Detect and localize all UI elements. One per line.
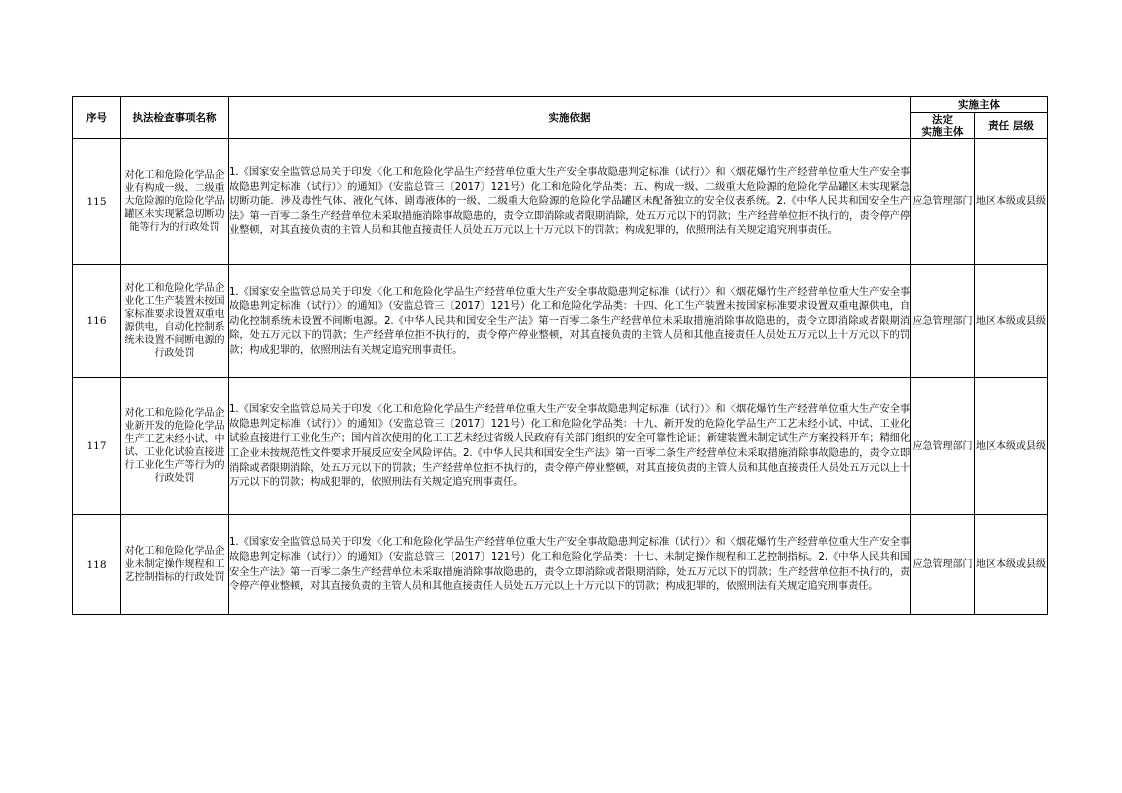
responsibility-level: 地区本级或县级	[975, 378, 1048, 515]
item-name: 对化工和危险化学品企业有构成一级、二级重大危险源的危险化学品罐区未实现紧急切断功能等行为的行政处罚	[121, 139, 229, 265]
header-responsibility-level: 责任 层级	[975, 113, 1048, 139]
implementation-basis: 1.《国家安全监管总局关于印发〈化工和危险化学品生产经营单位重大生产安全事故隐患判定标准（试行）〉和〈烟花爆竹生产经营单位重大生产安全事故隐患判定标准（试行）〉的通知》（安监总管三〔2017〕121号）化工和危险化学品类：十七、未制定操作规程和工艺控制指标。2.《中华人民共和国安全生产法》第一百零二条生产经营单位未采取措施消除事故隐患的，责令立即消除或者限期消除，处五万元以下的罚款；生产经营单位拒不执行的，责令停产停业整顿，对其直接负责的主管人员和其他直接责任人员处五万元以上十万元以下的罚款；构成犯罪的，依照刑法有关规定追究刑事责任。	[229, 515, 911, 615]
table-row	[73, 139, 1048, 265]
legal-subject: 应急管理部门	[911, 515, 975, 615]
table-row	[73, 265, 1048, 378]
header-no: 序号	[73, 97, 121, 139]
responsibility-level: 地区本级或县级	[975, 515, 1048, 615]
responsibility-level: 地区本级或县级	[975, 265, 1048, 378]
item-name: 对化工和危险化学品企业化工生产装置未按国家标准要求设置双重电源供电，自动化控制系统未设置不间断电源的行政处罚	[121, 265, 229, 378]
row-number: 115	[73, 139, 121, 265]
enforcement-table	[72, 96, 1048, 615]
item-name: 对化工和危险化学品企业新开发的危险化学品生产工艺未经小试、中试、工业化试验直接进行工业化生产等行为的行政处罚	[121, 378, 229, 515]
item-name: 对化工和危险化学品企业未制定操作规程和工艺控制指标的行政处罚	[121, 515, 229, 615]
header-subject-group: 实施主体	[911, 97, 1048, 113]
header-item-name: 执法检查事项名称	[121, 97, 229, 139]
table-row	[73, 515, 1048, 615]
legal-subject: 应急管理部门	[911, 265, 975, 378]
legal-subject: 应急管理部门	[911, 139, 975, 265]
legal-subject: 应急管理部门	[911, 378, 975, 515]
header-legal-subject: 法定 实施主体	[911, 113, 975, 139]
table-row	[73, 378, 1048, 515]
implementation-basis: 1.《国家安全监管总局关于印发〈化工和危险化学品生产经营单位重大生产安全事故隐患判定标准（试行）〉和〈烟花爆竹生产经营单位重大生产安全事故隐患判定标准（试行）〉的通知》（安监总管三〔2017〕121号）化工和危险化学品类：五、构成一级、二级重大危险源的危险化学品罐区未实现紧急切断功能．涉及毒性气体、液化气体、剧毒液体的一级、二级重大危险源的危险化学品罐区未配备独立的安全仪表系统。2.《中华人民共和国安全生产法》第一百零二条生产经营单位未采取措施消除事故隐患的，责令立即消除或者限期消除，处五万元以下的罚款；生产经营单位拒不执行的，责令停产停业整顿，对其直接负责的主管人员和其他直接责任人员处五万元以上十万元以下的罚款；构成犯罪的，依照刑法有关规定追究刑事责任。	[229, 139, 911, 265]
implementation-basis: 1.《国家安全监管总局关于印发〈化工和危险化学品生产经营单位重大生产安全事故隐患判定标准（试行）〉和〈烟花爆竹生产经营单位重大生产安全事故隐患判定标准（试行）〉的通知》（安监总管三〔2017〕121号）化工和危险化学品类：十九、新开发的危险化学品生产工艺未经小试、中试、工业化试验直接进行工业化生产；国内首次使用的化工工艺未经过省级人民政府有关部门组织的安全可靠性论证；新建装置未制定试生产方案投料开车；精细化工企业未按规范性文件要求开展反应安全风险评估。2.《中华人民共和国安全生产法》第一百零二条生产经营单位未采取措施消除事故隐患的，责令立即消除或者限期消除，处五万元以下的罚款；生产经营单位拒不执行的，责令停产停业整顿，对其直接负责的主管人员和其他直接责任人员处五万元以上十万元以下的罚款；构成犯罪的，依照刑法有关规定追究刑事责任。	[229, 378, 911, 515]
implementation-basis: 1.《国家安全监管总局关于印发〈化工和危险化学品生产经营单位重大生产安全事故隐患判定标准（试行）〉和〈烟花爆竹生产经营单位重大生产安全事故隐患判定标准（试行）〉的通知》（安监总管三〔2017〕121号）化工和危险化学品类：十四、化工生产装置未按国家标准要求设置双重电源供电，自动化控制系统未设置不间断电源。2.《中华人民共和国安全生产法》第一百零二条生产经营单位未采取措施消除事故隐患的，责令立即消除或者限期消除，处五万元以下的罚款；生产经营单位拒不执行的，责令停产停业整顿，对其直接负责的主管人员和其他直接责任人员处五万元以上十万元以下的罚款；构成犯罪的，依照刑法有关规定追究刑事责任。	[229, 265, 911, 378]
row-number: 118	[73, 515, 121, 615]
row-number: 116	[73, 265, 121, 378]
header-basis: 实施依据	[229, 97, 911, 139]
responsibility-level: 地区本级或县级	[975, 139, 1048, 265]
row-number: 117	[73, 378, 121, 515]
